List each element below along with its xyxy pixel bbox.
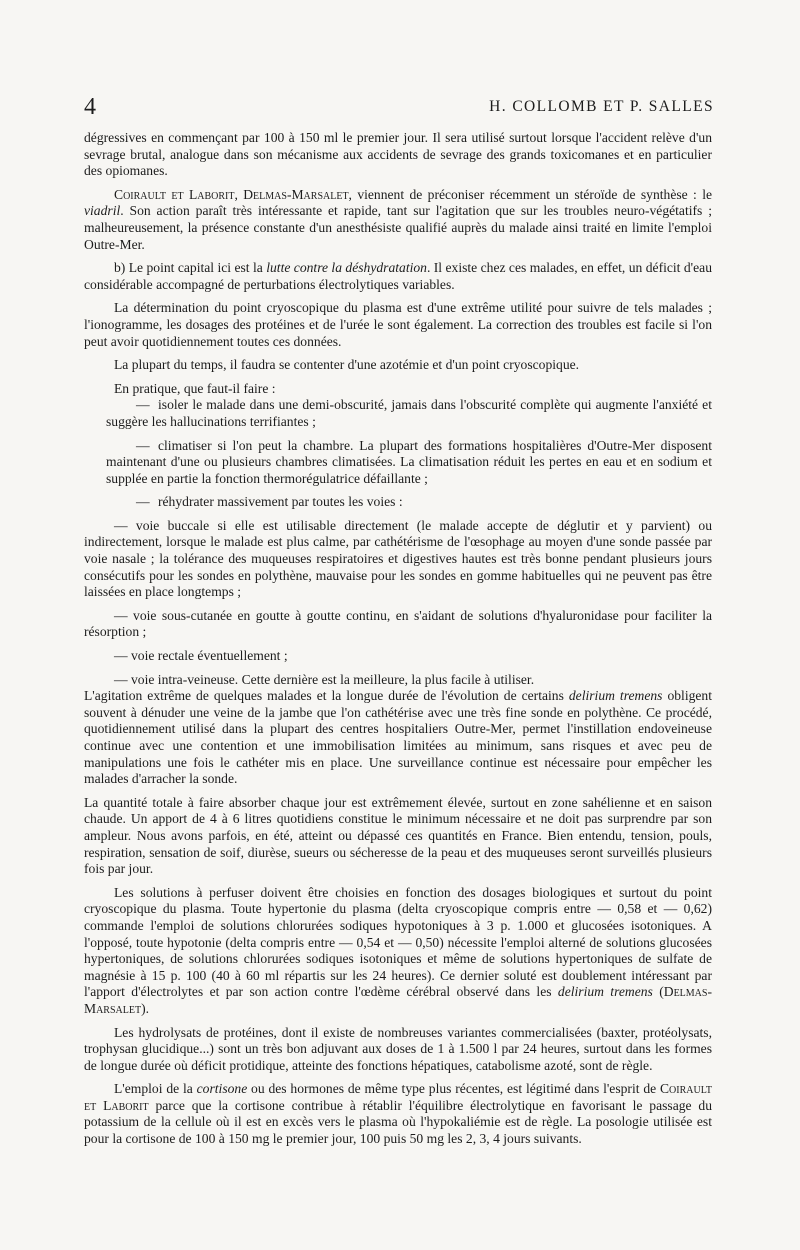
sub-list-item: — voie sous-cutanée en goutte à goutte continu, en s'aidant de solutions d'hyaluronidase pour faciliter la résorption ; [84, 607, 712, 640]
page-number: 4 [84, 94, 96, 120]
sub-list-item: — voie buccale si elle est utilisable directement (le malade accepte de déglutir et y parvient) ou indirectement, lorsque le malade est plus calme, par cathétérisme de l'œsophage au moyen d'une sonde passée par voie nasale ; la tolérance des muqueuses respiratoires et digestives hautes est très bonne pendant plusieurs jours consécutifs pour les sondes en polythène, mauvaise pour les sondes en gomme habituelles qui ne peuvent pas être laissées en place longtemps ; [84, 517, 712, 600]
body-text [84, 130, 712, 1155]
paragraph: La détermination du point cryoscopique du plasma est d'une extrême utilité pour suivre de tels malades ; l'ionogramme, les dosages des protéines et de l'urée le sont également. La correction des troubles est facile si l'on peut avoir quotidiennement toutes ces données. [84, 300, 712, 349]
paragraph: L'emploi de la cortisone ou des hormones de même type plus récentes, est légitimé dans l'esprit de Coirault et Laborit parce que la cortisone contribue à rétablir l'équilibre électrolytique en favorisant le passage du potassium de la cellule où il est en excès vers le plasma où l'hypokaliémie est de règle. La posologie utilisée est pour la cortisone de 100 à 150 mg le premier jour, 100 puis 50 mg les 2, 3, 4 jours suivants. [84, 1081, 713, 1147]
paragraph: Les solutions à perfuser doivent être choisies en fonction des dosages biologiques et surtout du point cryoscopique du plasma. Toute hypertonie du plasma (delta cryoscopique compris entre — 0,58 et — 0,62) commande l'emploi de solutions chlorurées sodiques hypotoniques à 3 p. 1.000 et glucosées isotoniques. A l'opposé, toute hypotonie (delta compris entre — 0,54 et — 0,50) nécessite l'emploi alterné de solutions glucosées hypertoniques, de solutions chlorurées sodiques isotoniques et même de solutions hypertoniques de sulfate de magnésie à 15 p. 100 (40 à 60 ml répartis sur les 24 heures). Ce dernier soluté est doublement intéressant par l'apport d'électrolytes et par son action contre l'œdème cérébral observé dans les delirium tremens (Delmas-Marsalet). [84, 884, 712, 1016]
running-head: H. COLLOMB ET P. SALLES [489, 98, 714, 115]
list-item: — réhydrater massivement par toutes les voies : [136, 494, 403, 510]
drug-name: viadril [84, 203, 121, 219]
paragraph: Coirault et Laborit, Delmas-Marsalet, viennent de préconiser récemment un stéroïde de synthèse : le viadril. Son action paraît très intéressante et rapide, tant sur l'agitation que sur les troubles neuro-végétatifs ; malheureusement, la présence constante d'un anesthésiste qualifié auprès du malade ainsi traité en limite l'emploi Outre-Mer. [84, 186, 712, 252]
emphasis: lutte contre la déshydratation [266, 260, 427, 276]
paragraph: dégressives en commençant par 100 à 150 ml le premier jour. Il sera utilisé surtout lorsque l'accident relève d'un sevrage brutal, analogue dans son mécanisme aux accidents de sevrage des grands toxicomanes et en particulier des opiomanes. [84, 130, 712, 179]
emphasis: cortisone [196, 1081, 248, 1097]
paragraph: La plupart du temps, il faudra se contenter d'une azotémie et d'un point cryoscopique. [114, 357, 580, 373]
paragraph: La quantité totale à faire absorber chaque jour est extrêmement élevée, surtout en zone sahélienne et en saison chaude. Un apport de 4 à 6 litres quotidiens constitue le minimum nécessaire et ne doit pas surprendre par son ampleur. Nous avons parfois, en été, atteint ou dépassé ces quantités en France. Bien entendu, tension, pouls, respiration, sensation de soif, diurèse, sueurs ou sécheresse de la peau et des muqueuses seront surveillés plusieurs fois par jour. [84, 794, 712, 877]
author-names: Coirault et Laborit [84, 1081, 713, 1113]
sub-list-item: — voie rectale éventuellement ; [114, 648, 288, 664]
list-item: — isoler le malade dans une demi-obscurité, jamais dans l'obscurité complète qui augmente l'anxiété et suggère les hallucinations terrifiantes ; [106, 397, 712, 429]
emphasis: delirium tremens [568, 688, 663, 704]
paragraph: L'agitation extrême de quelques malades et la longue durée de l'évolution de certains delirium tremens obligent souvent à dénuder une veine de la jambe que l'on cathétérise avec une très fine sonde en polythène. Ce procédé, quotidiennement utilisé dans la plupart des centres hospitaliers Outre-Mer, permet l'instillation endoveineuse continue avec une contention et une immobilisation limitées au minimum, sans risques et avec peu de manipulations une fois le cathéter mis en place. Une surveillance continue est nécessaire pour empêcher les malades d'arracher la sonde. [84, 688, 713, 787]
author-names: Delmas-Marsalet [84, 984, 712, 1016]
paragraph: Les hydrolysats de protéines, dont il existe de nombreuses variantes commercialisées (baxter, protéolysats, trophysan glucidique...) sont un très bon adjuvant aux doses de 1 à 1.500 l par 24 heures, surtout dans les formes de longue durée où déficit protidique, atteinte des fonctions hépatiques, catabolisme azoté, sont de règle. [84, 1024, 712, 1073]
page-header [84, 94, 714, 120]
paragraph: b) Le point capital ici est la lutte contre la déshydratation. Il existe chez ces malades, en effet, un déficit d'eau considérable accompagné de perturbations électrolytiques variables. [84, 260, 712, 292]
author-names: Coirault et Laborit, Delmas-Marsalet, [114, 186, 352, 202]
paragraph: En pratique, que faut-il faire : [114, 380, 276, 396]
emphasis: delirium tremens [557, 984, 653, 1000]
sub-list-item: — voie intra-veineuse. Cette dernière est la meilleure, la plus facile à utiliser. [114, 671, 535, 687]
list-item: — climatiser si l'on peut la chambre. La plupart des formations hospitalières d'Outre-Mer disposent maintenant d'une ou plusieurs chambres climatisées. La climatisation réduit les pertes en eau et en sodium et supplée en partie la fonction thermorégulatrice défaillante ; [106, 437, 712, 486]
